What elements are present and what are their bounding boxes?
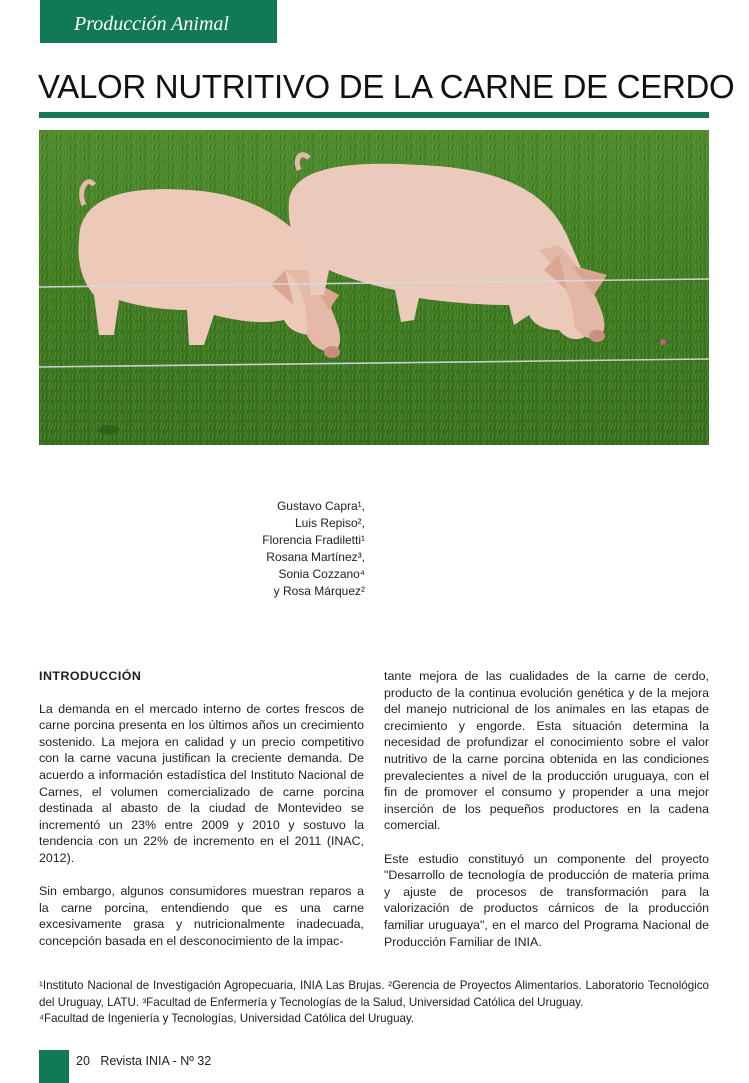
- title-divider: [39, 112, 709, 118]
- page-number: 20: [76, 1054, 90, 1068]
- article-column-left: [39, 668, 364, 966]
- article-column-right: [384, 668, 709, 967]
- author-list: [180, 498, 365, 600]
- article-title: VALOR NUTRITIVO DE LA CARNE DE CERDO: [38, 68, 735, 105]
- body-paragraph: La demanda en el mercado interno de cortes frescos de carne porcina presenta en los últimos años un crecimiento sostenido. La mejora en calidad y un precio competitivo con la carne vacuna justifican la creciente demanda. De acuerdo a información estadística del Instituto Nacional de Carnes, el volumen comercializado de carne porcina destinada al abasto de la ciudad de Montevideo se incrementó un 23% entre 2009 y 2010 y sostuvo la tendencia con un 22% de incremento en el 2011 (INAC, 2012).: [39, 701, 364, 865]
- section-label: Producción Animal: [40, 0, 277, 43]
- author-name: Gustavo Capra¹,: [276, 499, 365, 513]
- footnotes: [39, 978, 709, 1028]
- author-name: Rosana Martínez³,: [266, 550, 365, 564]
- body-paragraph: tante mejora de las cualidades de la carne de cerdo, producto de la continua evolución genética y de la mejora del manejo nutricional de los animales en las etapas de crecimiento y engorde. Esta situación determina la necesidad de profundizar el conocimiento sobre el valor nutritivo de la carne porcina obtenida en las condiciones prevalecientes a nivel de la producción uruguaya, con el fin de promover el consumo y propender a una mejor inserción de los pequeños productores en la cadena comercial.: [384, 669, 709, 833]
- author-name: Luis Repiso²,: [294, 516, 365, 530]
- publication-name: Revista INIA - Nº 32: [100, 1054, 212, 1068]
- pigs-photo: [39, 130, 709, 445]
- body-paragraph: Este estudio constituyó un componente del proyecto "Desarrollo de tecnología de producción de materia prima y ajuste de procesos de transformación para la valorización de productos cárnicos de la producción familiar uruguaya", en el marco del Programa Nacional de Producción Familiar de INIA.: [384, 851, 709, 949]
- author-name: Florencia Fradiletti¹: [262, 533, 365, 547]
- body-paragraph: Sin embargo, algunos consumidores muestran reparos a la carne porcina, entendiendo que es una carne excesivamente grasa y nutricionalmente inadecuada, concepción basada en el desconocimiento de la impac-: [39, 884, 364, 948]
- footnote: ¹Instituto Nacional de Investigación Agropecuaria, INIA Las Brujas. ²Gerencia de Proyectos Alimentarios. Laboratorio Tecnológico del Uruguay, LATU. ³Facultad de Enfermería y Tecnologías de la Salud, Universidad Católica del Uruguay.: [39, 979, 709, 1009]
- page-footer: [76, 1054, 211, 1068]
- author-name: y Rosa Márquez²: [273, 584, 365, 598]
- author-name: Sonia Cozzano⁴: [278, 567, 365, 581]
- page-marker: [39, 1050, 69, 1083]
- footnote: ⁴Facultad de Ingeniería y Tecnologías, Universidad Católica del Uruguay.: [39, 1012, 415, 1025]
- section-heading: INTRODUCCIÓN: [39, 669, 142, 683]
